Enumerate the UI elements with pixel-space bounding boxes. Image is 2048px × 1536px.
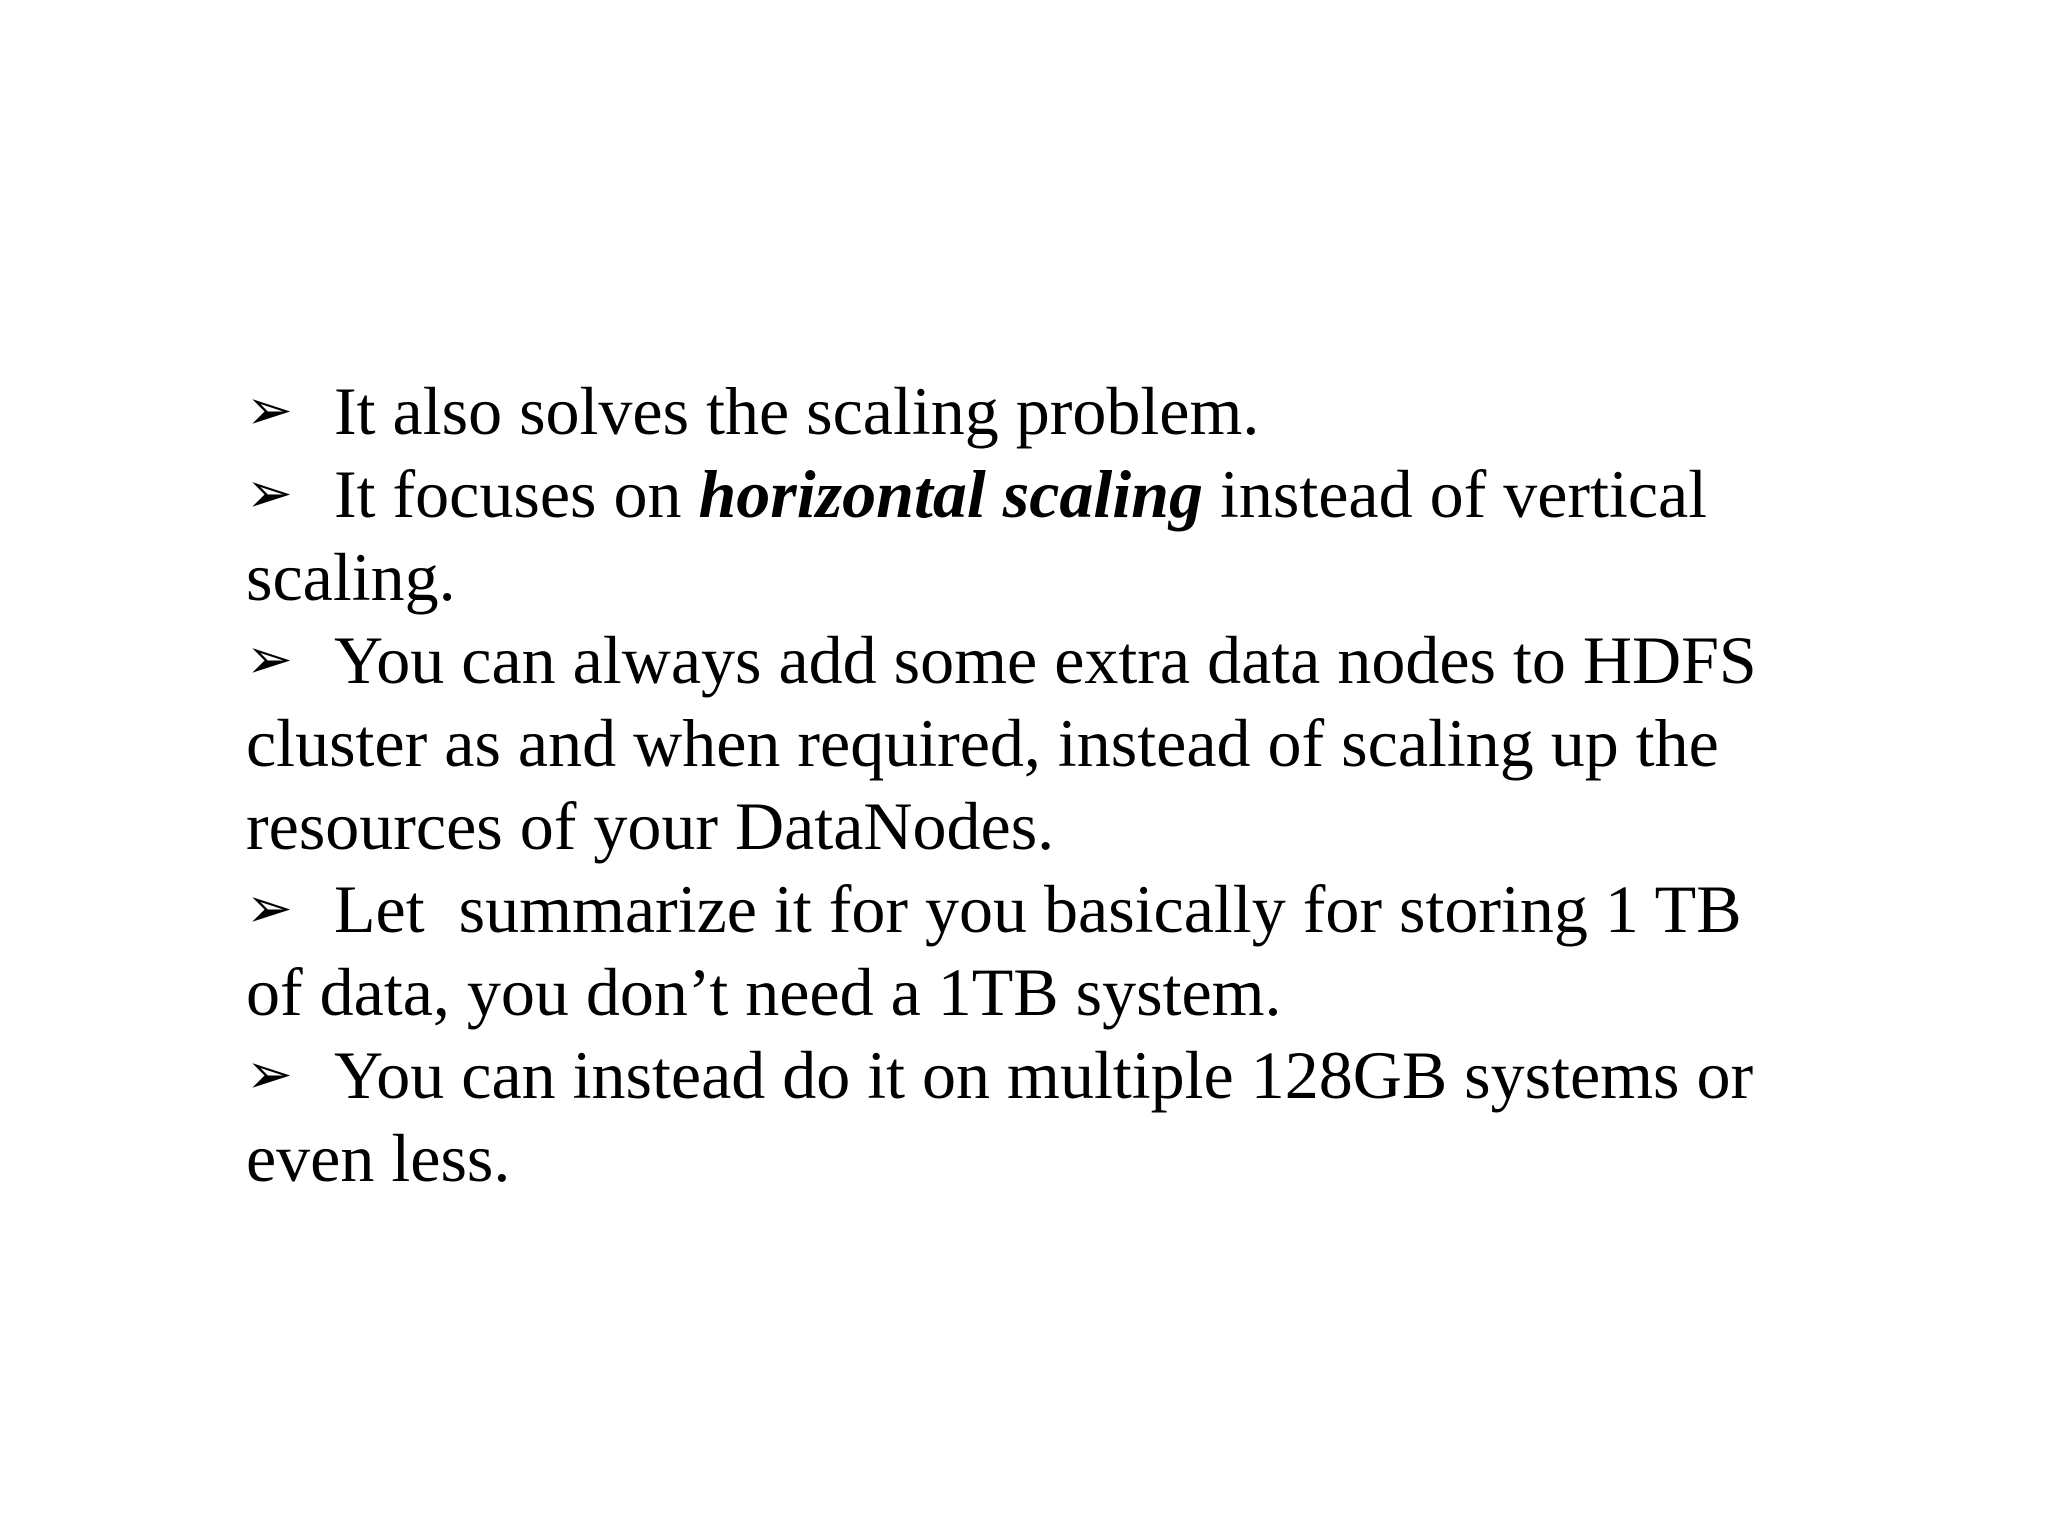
bullet-item	[246, 619, 1806, 868]
bullet-text-before: It focuses on	[334, 456, 699, 532]
bullet-item	[246, 453, 1806, 619]
bullet-text-emphasis: horizontal scaling	[698, 456, 1203, 532]
bullet-text: Let summarize it for you basically for storing 1 TB of data, you don’t need a 1TB system.	[246, 871, 1759, 1030]
arrowhead-bullet-icon: ➢	[246, 878, 293, 940]
bullet-text: You can always add some extra data nodes to HDFS cluster as and when required, instead of scaling up the resources of your DataNodes.	[246, 622, 1757, 864]
bullet-text: It also solves the scaling problem.	[334, 373, 1260, 449]
bullet-text: You can instead do it on multiple 128GB systems or even less.	[246, 1037, 1754, 1196]
bullet-text-after: instead of vertical scaling.	[246, 456, 1708, 615]
bullet-item	[246, 868, 1806, 1034]
arrowhead-bullet-icon: ➢	[246, 380, 293, 442]
bullet-item	[246, 370, 1806, 453]
arrowhead-bullet-icon: ➢	[246, 463, 293, 525]
bullet-list	[246, 370, 1806, 1200]
arrowhead-bullet-icon: ➢	[246, 629, 293, 691]
arrowhead-bullet-icon: ➢	[246, 1044, 293, 1106]
bullet-item	[246, 1034, 1806, 1200]
